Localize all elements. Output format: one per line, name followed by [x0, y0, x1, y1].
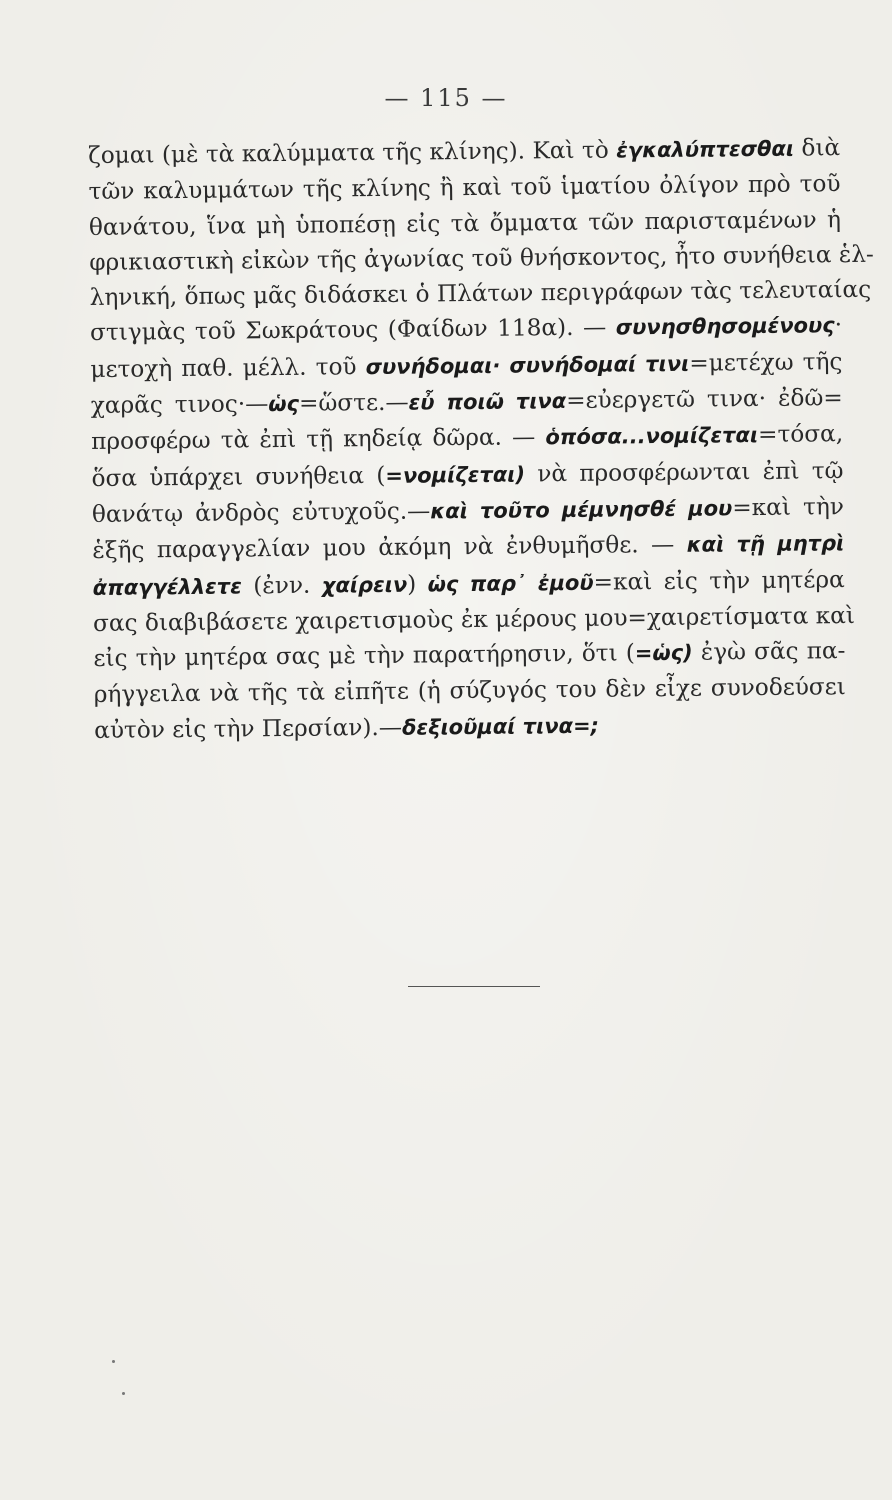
text-segment: νὰ προσφέρωνται ἐπὶ τῷ	[524, 456, 844, 488]
lemma-term: ὡς παρ᾽ ἐμοῦ	[427, 570, 594, 597]
text-segment: εἰς τὴν μητέρα σας μὲ τὴν παρατήρησιν, ὅτι (	[93, 639, 635, 673]
text-segment: ·	[834, 311, 843, 339]
lemma-term: ἐγκαλύπτεσθαι	[616, 136, 795, 163]
text-segment: τῶν καλυμμάτων τῆς κλίνης ἢ καὶ τοῦ ἱματίου ὀλίγον πρὸ τοῦ	[88, 170, 841, 206]
text-line	[94, 705, 846, 749]
text-segment: =καὶ εἰς τὴν μητέρα	[593, 565, 845, 596]
lemma-term: ὁπόσα...νομίζεται	[545, 423, 759, 450]
text-segment: σας διαβιβάσετε χαιρετισμοὺς ἐκ μέρους μου=χαιρετίσματα καὶ	[92, 601, 856, 637]
text-segment: αὐτὸν εἰς τὴν Περσίαν).—	[94, 713, 403, 744]
text-segment: ὅσα ὑπάρχει συνήθεια (	[91, 461, 386, 492]
lemma-term: =νομίζεται)	[385, 462, 526, 488]
text-segment: φρικιαστικὴ εἰκὼν τῆς ἀγωνίας τοῦ θνήσκοντος, ἦτο συνήθεια ἑλ-	[89, 240, 874, 276]
lemma-term: εὖ ποιῶ τινα	[408, 389, 567, 415]
commentary-text	[88, 130, 874, 749]
lemma-term: δεξιοῦμαί τινα=;	[401, 713, 600, 740]
text-segment: προσφέρω τὰ ἐπὶ τῇ κηδείᾳ δῶρα. —	[91, 423, 546, 456]
text-segment: ρήγγειλα νὰ τῆς τὰ εἰπῆτε (ἡ σύζυγός του δὲν εἶχε συνοδεύσει	[93, 673, 846, 709]
page-number: — 115 —	[384, 84, 508, 112]
text-segment: =εὐεργετῶ τινα· ἐδῶ=	[566, 384, 843, 415]
lemma-term: καὶ τῇ μητρὶ	[686, 531, 845, 558]
text-segment: χαρᾶς τινος·—	[90, 390, 269, 420]
text-segment: =τόσα,	[757, 420, 844, 449]
text-segment: (ἐνν.	[241, 571, 322, 599]
text-segment: =ὥστε.—	[298, 388, 409, 417]
text-segment: θανάτῳ ἀνδρὸς εὐτυχοῦς.—	[91, 497, 431, 528]
lemma-term: συνήδομαι· συνήδομαί τινι	[365, 351, 690, 379]
text-segment: ἐγὼ σᾶς πα-	[692, 637, 846, 666]
end-rule	[408, 986, 540, 987]
lemma-term: ὡς	[268, 391, 300, 417]
text-segment: θανάτου, ἵνα μὴ ὑποπέσῃ εἰς τὰ ὄμματα τῶν παρισταμένων ἡ	[88, 205, 842, 241]
lemma-term: ἀπαγγέλλετε	[92, 573, 242, 600]
text-segment: μετοχὴ παθ. μέλλ. τοῦ	[90, 352, 366, 383]
text-segment: )	[407, 570, 428, 598]
text-segment: ληνική, ὅπως μᾶς διδάσκει ὁ Πλάτων περιγράφων τὰς τελευταίας	[89, 275, 872, 312]
lemma-term: συνησθησομένους	[615, 313, 835, 340]
lemma-term: καὶ τοῦτο μέμνησθέ μου	[430, 496, 733, 524]
text-segment: =μετέχω τῆς	[689, 347, 843, 377]
lemma-term: =ὡς)	[634, 640, 693, 666]
paper-speck	[112, 1360, 115, 1363]
text-segment: ζομαι (μὲ τὰ καλύμματα τῆς κλίνης). Καὶ τὸ	[88, 136, 617, 169]
lemma-term: χαίρειν	[321, 572, 408, 598]
text-segment: =καὶ τὴν	[732, 493, 845, 522]
text-segment: στιγμὰς τοῦ Σωκράτους (Φαίδων 118α). —	[89, 313, 616, 347]
text-segment: ἑξῆς παραγγελίαν μου ἀκόμη νὰ ἐνθυμῆσθε. —	[92, 531, 687, 565]
text-segment: διὰ	[793, 134, 841, 162]
paper-speck	[122, 1392, 125, 1395]
